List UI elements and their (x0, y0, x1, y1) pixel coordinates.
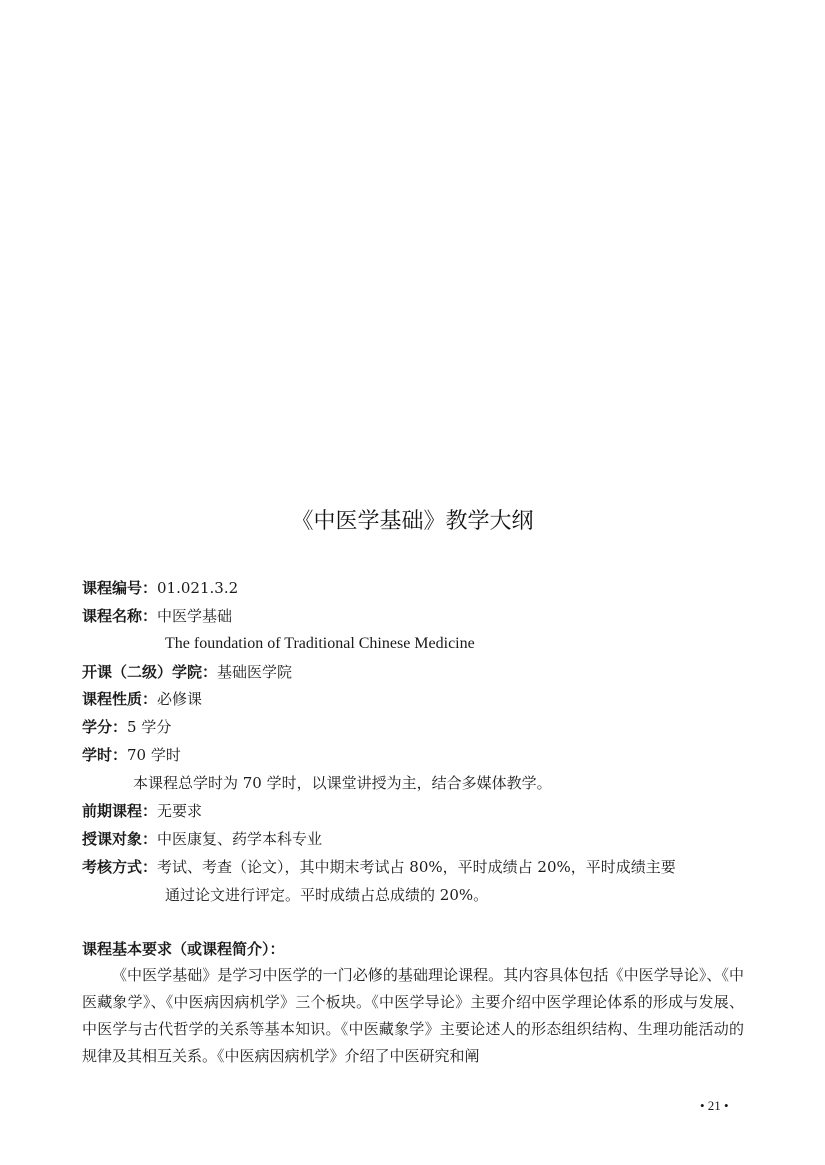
course-code-label: 课程编号： (82, 579, 158, 597)
credits-row (82, 717, 171, 737)
college-row (82, 662, 292, 682)
audience-label: 授课对象： (82, 830, 158, 848)
course-name-value: 中医学基础 (157, 607, 233, 625)
course-name-row (82, 606, 232, 626)
audience-value: 中医康复、药学本科专业 (157, 830, 323, 848)
course-code-row (82, 578, 238, 598)
assessment-line-1: 考试、考查（论文），其中期末考试占 80%，平时成绩占 20%，平时成绩主要 (157, 858, 676, 876)
college-value: 基础医学院 (217, 663, 293, 681)
hours-note: 本课程总学时为 70 学时，以课堂讲授为主，结合多媒体教学。 (133, 774, 552, 792)
course-code-value: 01.021.3.2 (157, 579, 239, 597)
course-nature-row (82, 689, 202, 709)
college-label: 开课（二级）学院： (82, 663, 218, 681)
hours-value: 70 学时 (127, 746, 181, 764)
credits-label: 学分： (82, 718, 128, 736)
page-number: • 21 • (700, 1098, 729, 1113)
credits-value: 5 学分 (127, 718, 172, 736)
requirements-body: 《中医学基础》是学习中医学的一门必修的基础理论课程。其内容具体包括《中医学导论》、《中医藏象学》、《中医病因病机学》三个板块。《中医学导论》主要介绍中医学理论体系的形成与发展、中医学与古代哲学的关系等基本知识。《中医藏象学》主要论述人的形态组织结构、生理功能活动的规律及其相互关系。《中医病因病机学》介绍了中医研究和阐 (82, 966, 744, 1065)
requirements-heading (82, 939, 285, 959)
course-name-english: The foundation of Traditional Chinese Medicine (165, 635, 475, 652)
course-nature-value: 必修课 (157, 690, 203, 708)
requirements-heading-text: 课程基本要求（或课程简介）： (82, 940, 285, 958)
course-nature-label: 课程性质： (82, 690, 158, 708)
document-title: 《中医学基础》教学大纲 (291, 509, 534, 534)
prerequisite-row (82, 801, 202, 821)
course-name-label: 课程名称： (82, 607, 158, 625)
assessment-label: 考核方式： (82, 858, 158, 876)
hours-row (82, 745, 181, 765)
audience-row (82, 829, 322, 849)
assessment-line-2: 通过论文进行评定。平时成绩占总成绩的 20%。 (165, 886, 489, 904)
prerequisite-label: 前期课程： (82, 802, 158, 820)
hours-label: 学时： (82, 746, 128, 764)
assessment-row (82, 857, 676, 877)
prerequisite-value: 无要求 (157, 802, 203, 820)
